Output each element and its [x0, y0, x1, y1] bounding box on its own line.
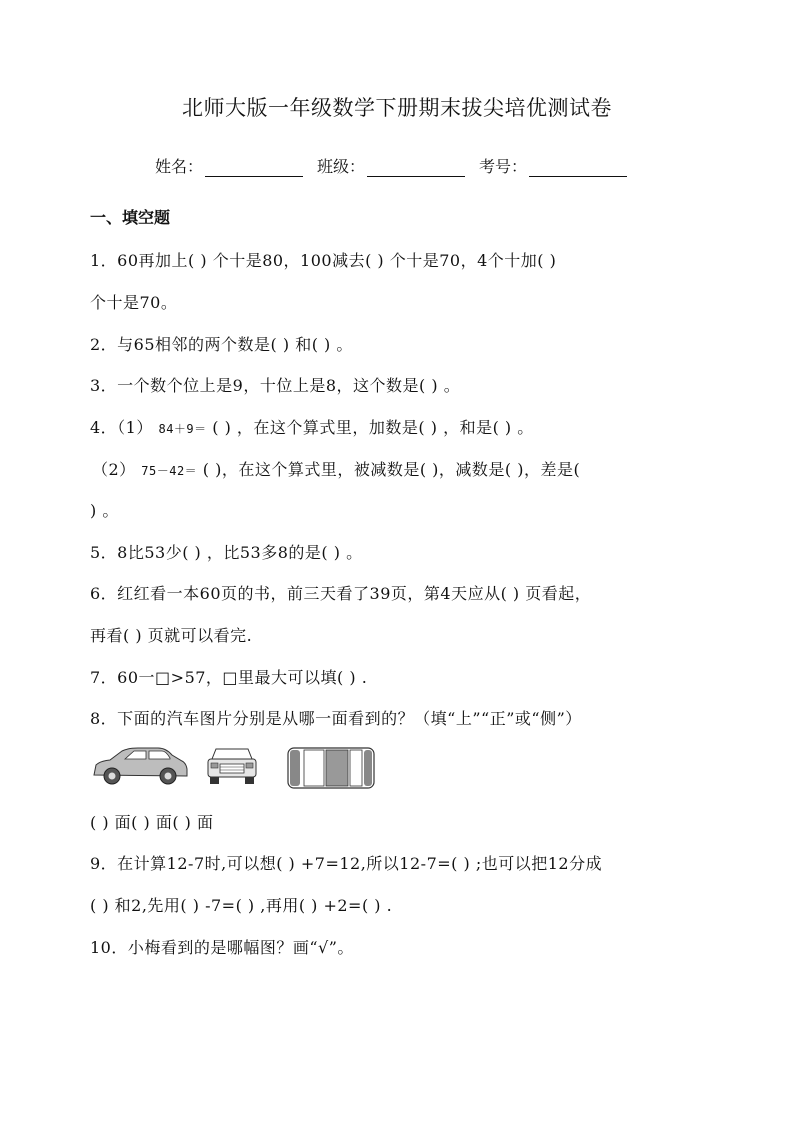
car-front-view	[208, 749, 256, 784]
q4-2-prefix: （2）	[92, 460, 136, 479]
exam-no-label: 考号：	[479, 157, 528, 176]
q4-1-prefix: 4．（1）	[90, 418, 153, 437]
car-top-view	[288, 748, 374, 788]
exam-no-field	[479, 154, 627, 177]
q4-1-rest: ( ) ，在这个算式里，加数是( ) ，和是( ) 。	[212, 418, 534, 437]
question-8: 8．下面的汽车图片分别是从哪一面看到的？（填“上”“正”或“侧”）	[90, 709, 582, 728]
class-label: 班级：	[317, 157, 366, 176]
exam-no-blank[interactable]	[529, 160, 627, 177]
question-7: 7．60一□>57，□里最大可以填( ) .	[90, 668, 368, 687]
name-label: 姓名：	[155, 157, 204, 176]
question-1-line-2: 个十是70。	[90, 293, 178, 312]
page-title: 北师大版一年级数学下册期末拔尖培优测试卷	[182, 96, 612, 120]
question-9-line-1: 9．在计算12-7时,可以想( ) +7=12,所以12-7=( ) ;也可以把12分成	[90, 854, 603, 873]
question-9-line-2: ( ) 和2,先用( ) -7=( ) ,再用( ) +2=( ) .	[90, 896, 393, 915]
q4-2-expression: 75－42＝	[141, 464, 198, 478]
car-side-view	[94, 748, 187, 784]
question-2: 2．与65相邻的两个数是( ) 和( ) 。	[90, 335, 353, 354]
class-field	[317, 154, 465, 177]
question-8-answers: ( ) 面( ) 面( ) 面	[90, 813, 214, 832]
name-field	[155, 154, 303, 177]
question-5: 5．8比53少( ) ，比53多8的是( ) 。	[90, 543, 363, 562]
question-3: 3．一个数个位上是9，十位上是8，这个数是( ) 。	[90, 376, 461, 395]
question-10: 10．小梅看到的是哪幅图？画“√”。	[90, 938, 354, 957]
question-6-line-1: 6．红红看一本60页的书，前三天看了39页，第4天应从( ) 页看起，	[90, 584, 592, 603]
section-heading: 一、填空题	[90, 208, 171, 227]
q4-2-rest: ( )，在这个算式里，被减数是( )，减数是( )，差是(	[202, 460, 581, 479]
question-6-line-2: 再看( ) 页就可以看完.	[90, 626, 253, 645]
question-4-part-1	[90, 415, 534, 438]
q4-1-expression: 84＋9＝	[158, 422, 207, 436]
name-blank[interactable]	[205, 160, 303, 177]
car-views-figure	[92, 745, 392, 790]
question-1-line-1: 1．60再加上( ) 个十是80，100减去( ) 个十是70，4个十加( )	[90, 251, 557, 270]
question-4-part-2-line-2: ) 。	[90, 501, 119, 520]
student-info-row	[155, 154, 627, 177]
class-blank[interactable]	[367, 160, 465, 177]
question-4-part-2	[92, 457, 580, 480]
